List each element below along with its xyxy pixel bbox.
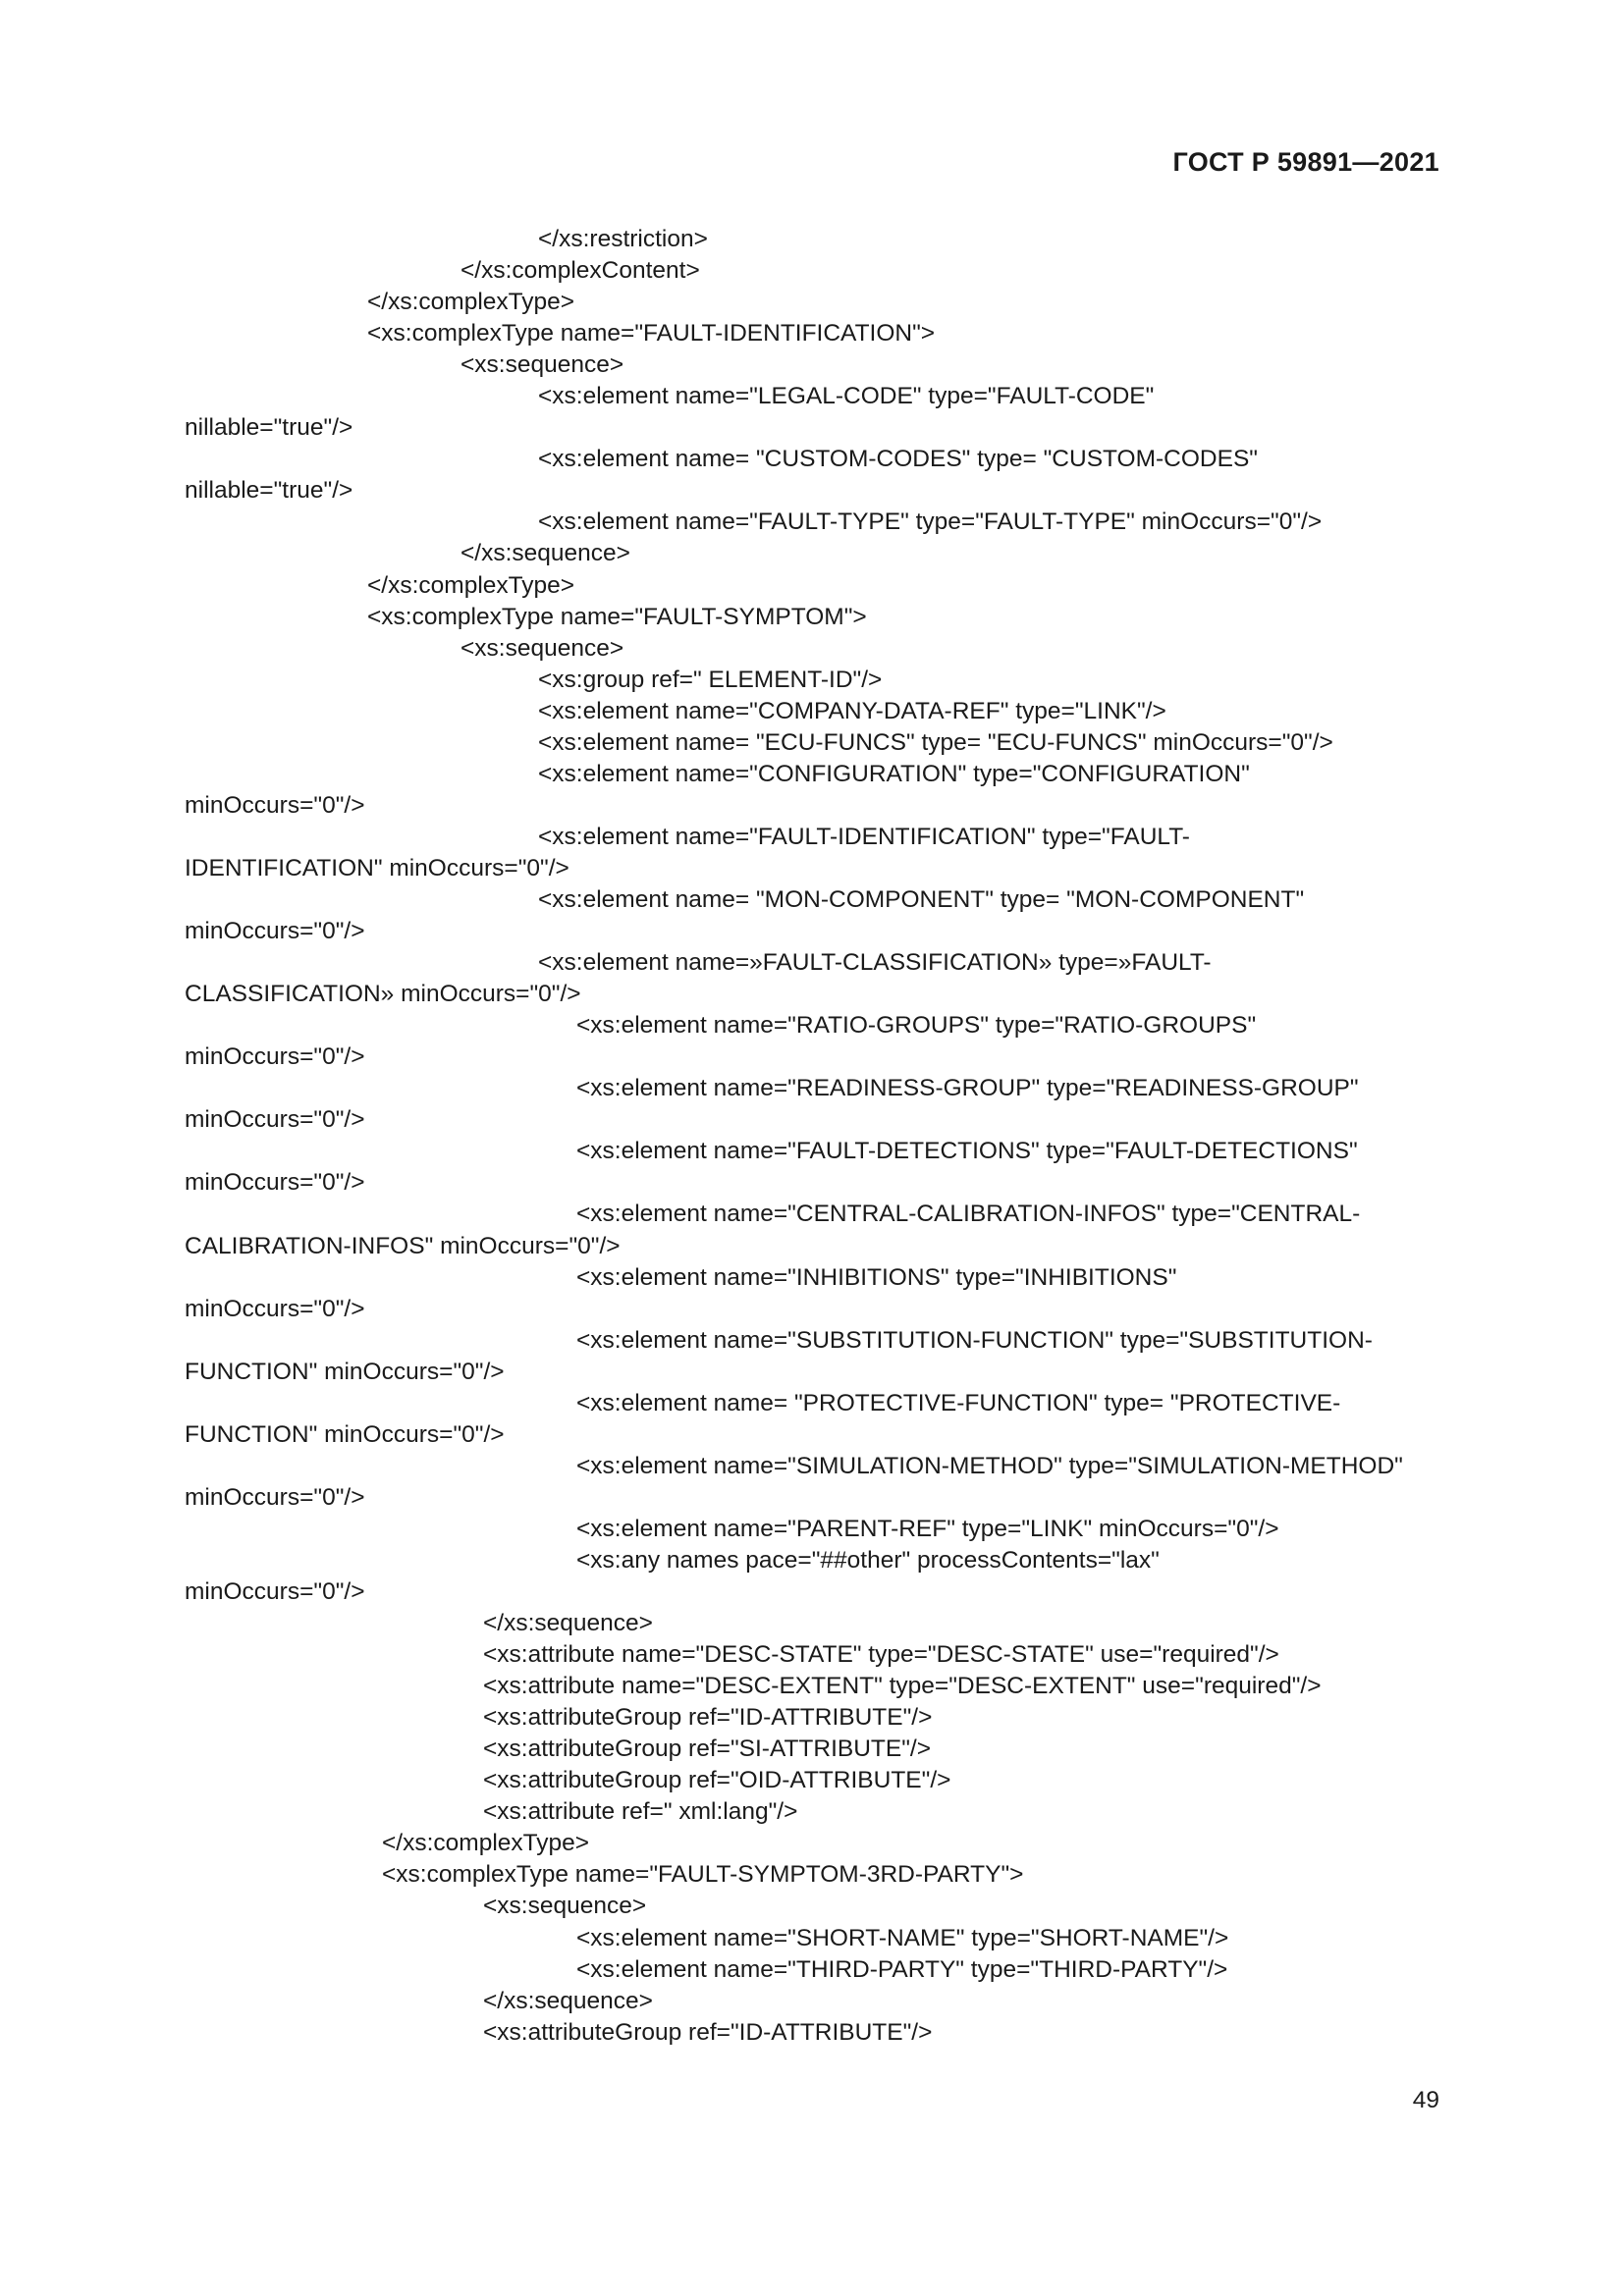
code-line: minOccurs="0"/> xyxy=(185,1106,365,1134)
xml-schema-listing xyxy=(0,224,1624,2049)
code-line: <xs:element name="FAULT-IDENTIFICATION" type="FAULT- xyxy=(538,823,1190,850)
code-line: minOccurs="0"/> xyxy=(185,1483,365,1511)
code-line: <xs:element name="PARENT-REF" type="LINK" minOccurs="0"/> xyxy=(576,1515,1279,1542)
code-line: <xs:element name="SUBSTITUTION-FUNCTION" type="SUBSTITUTION- xyxy=(576,1326,1373,1354)
code-line: <xs:element name="RATIO-GROUPS" type="RATIO-GROUPS" xyxy=(576,1012,1257,1040)
code-line: <xs:element name="COMPANY-DATA-REF" type="LINK"/> xyxy=(538,697,1166,724)
code-line: </xs:sequence> xyxy=(483,1610,653,1637)
code-line: <xs:sequence> xyxy=(483,1893,647,1920)
code-line: <xs:complexType name="FAULT-SYMPTOM-3RD-PARTY"> xyxy=(382,1861,1024,1889)
code-line: minOccurs="0"/> xyxy=(185,791,365,819)
code-line: <xs:element name= "ECU-FUNCS" type= "ECU-FUNCS" minOccurs="0"/> xyxy=(538,728,1333,756)
code-line: </xs:restriction> xyxy=(538,226,708,252)
code-line: FUNCTION" minOccurs="0"/> xyxy=(185,1358,505,1385)
code-line: minOccurs="0"/> xyxy=(185,1043,365,1071)
code-line: <xs:element name="CONFIGURATION" type="CONFIGURATION" xyxy=(538,760,1250,787)
code-line: </xs:sequence> xyxy=(483,1987,653,2014)
code-line: </xs:complexType> xyxy=(367,289,575,316)
code-line: <xs:attributeGroup ref="ID-ATTRIBUTE"/> xyxy=(483,2018,933,2046)
code-line: minOccurs="0"/> xyxy=(185,1295,365,1322)
code-line: <xs:element name="FAULT-DETECTIONS" type="FAULT-DETECTIONS" xyxy=(576,1138,1358,1165)
code-line: <xs:element name="LEGAL-CODE" type="FAULT-CODE" xyxy=(538,383,1155,410)
code-line: <xs:sequence> xyxy=(460,351,624,379)
code-line: <xs:attributeGroup ref="OID-ATTRIBUTE"/> xyxy=(483,1767,951,1794)
code-line: <xs:element name="CENTRAL-CALIBRATION-INFOS" type="CENTRAL- xyxy=(576,1201,1361,1228)
page-number: 49 xyxy=(1412,2087,1439,2113)
code-line: <xs:element name= "CUSTOM-CODES" type= "CUSTOM-CODES" xyxy=(538,446,1259,473)
code-line: </xs:complexType> xyxy=(367,571,575,599)
code-line: <xs:attributeGroup ref="ID-ATTRIBUTE"/> xyxy=(483,1704,933,1732)
code-line: minOccurs="0"/> xyxy=(185,1578,365,1606)
code-line: IDENTIFICATION" minOccurs="0"/> xyxy=(185,854,569,881)
code-line: <xs:element name= "MON-COMPONENT" type= "MON-COMPONENT" xyxy=(538,885,1305,913)
code-line: <xs:element name= "PROTECTIVE-FUNCTION" type= "PROTECTIVE- xyxy=(576,1389,1341,1416)
code-line: nillable="true"/> xyxy=(185,414,353,442)
code-line: <xs:complexType name="FAULT-IDENTIFICATION"> xyxy=(367,320,936,347)
code-line: <xs:element name="FAULT-TYPE" type="FAULT-TYPE" minOccurs="0"/> xyxy=(538,508,1323,536)
code-line: FUNCTION" minOccurs="0"/> xyxy=(185,1420,505,1448)
code-line: <xs:group ref=" ELEMENT-ID"/> xyxy=(538,666,883,693)
code-line: </xs:complexContent> xyxy=(460,257,700,285)
code-line: CLASSIFICATION» minOccurs="0"/> xyxy=(185,981,581,1008)
code-line: minOccurs="0"/> xyxy=(185,1169,365,1197)
code-line: <xs:element name=»FAULT-CLASSIFICATION» type=»FAULT- xyxy=(538,949,1212,977)
code-line: <xs:attribute name="DESC-EXTENT" type="DESC-EXTENT" use="required"/> xyxy=(483,1673,1322,1700)
code-line: <xs:attribute name="DESC-STATE" type="DESC-STATE" use="required"/> xyxy=(483,1641,1279,1669)
code-line: <xs:element name="SHORT-NAME" type="SHORT-NAME"/> xyxy=(576,1924,1229,1951)
code-line: </xs:complexType> xyxy=(382,1830,590,1857)
code-line: minOccurs="0"/> xyxy=(185,918,365,945)
code-line: <xs:attributeGroup ref="SI-ATTRIBUTE"/> xyxy=(483,1735,932,1763)
code-line: <xs:element name="THIRD-PARTY" type="THIRD-PARTY"/> xyxy=(576,1955,1228,1983)
code-line: <xs:element name="READINESS-GROUP" type="READINESS-GROUP" xyxy=(576,1075,1359,1102)
code-line: <xs:element name="SIMULATION-METHOD" type="SIMULATION-METHOD" xyxy=(576,1452,1403,1479)
code-line: <xs:any names pace="##other" processContents="lax" xyxy=(576,1546,1160,1574)
code-line: </xs:sequence> xyxy=(460,540,630,567)
code-line: <xs:complexType name="FAULT-SYMPTOM"> xyxy=(367,603,867,630)
code-line: <xs:sequence> xyxy=(460,634,624,662)
code-line: CALIBRATION-INFOS" minOccurs="0"/> xyxy=(185,1232,621,1259)
code-line: nillable="true"/> xyxy=(185,477,353,505)
code-line: <xs:attribute ref=" xml:lang"/> xyxy=(483,1798,798,1826)
code-line: <xs:element name="INHIBITIONS" type="INHIBITIONS" xyxy=(576,1263,1177,1291)
standard-header: ГОСТ Р 59891—2021 xyxy=(1172,147,1439,177)
